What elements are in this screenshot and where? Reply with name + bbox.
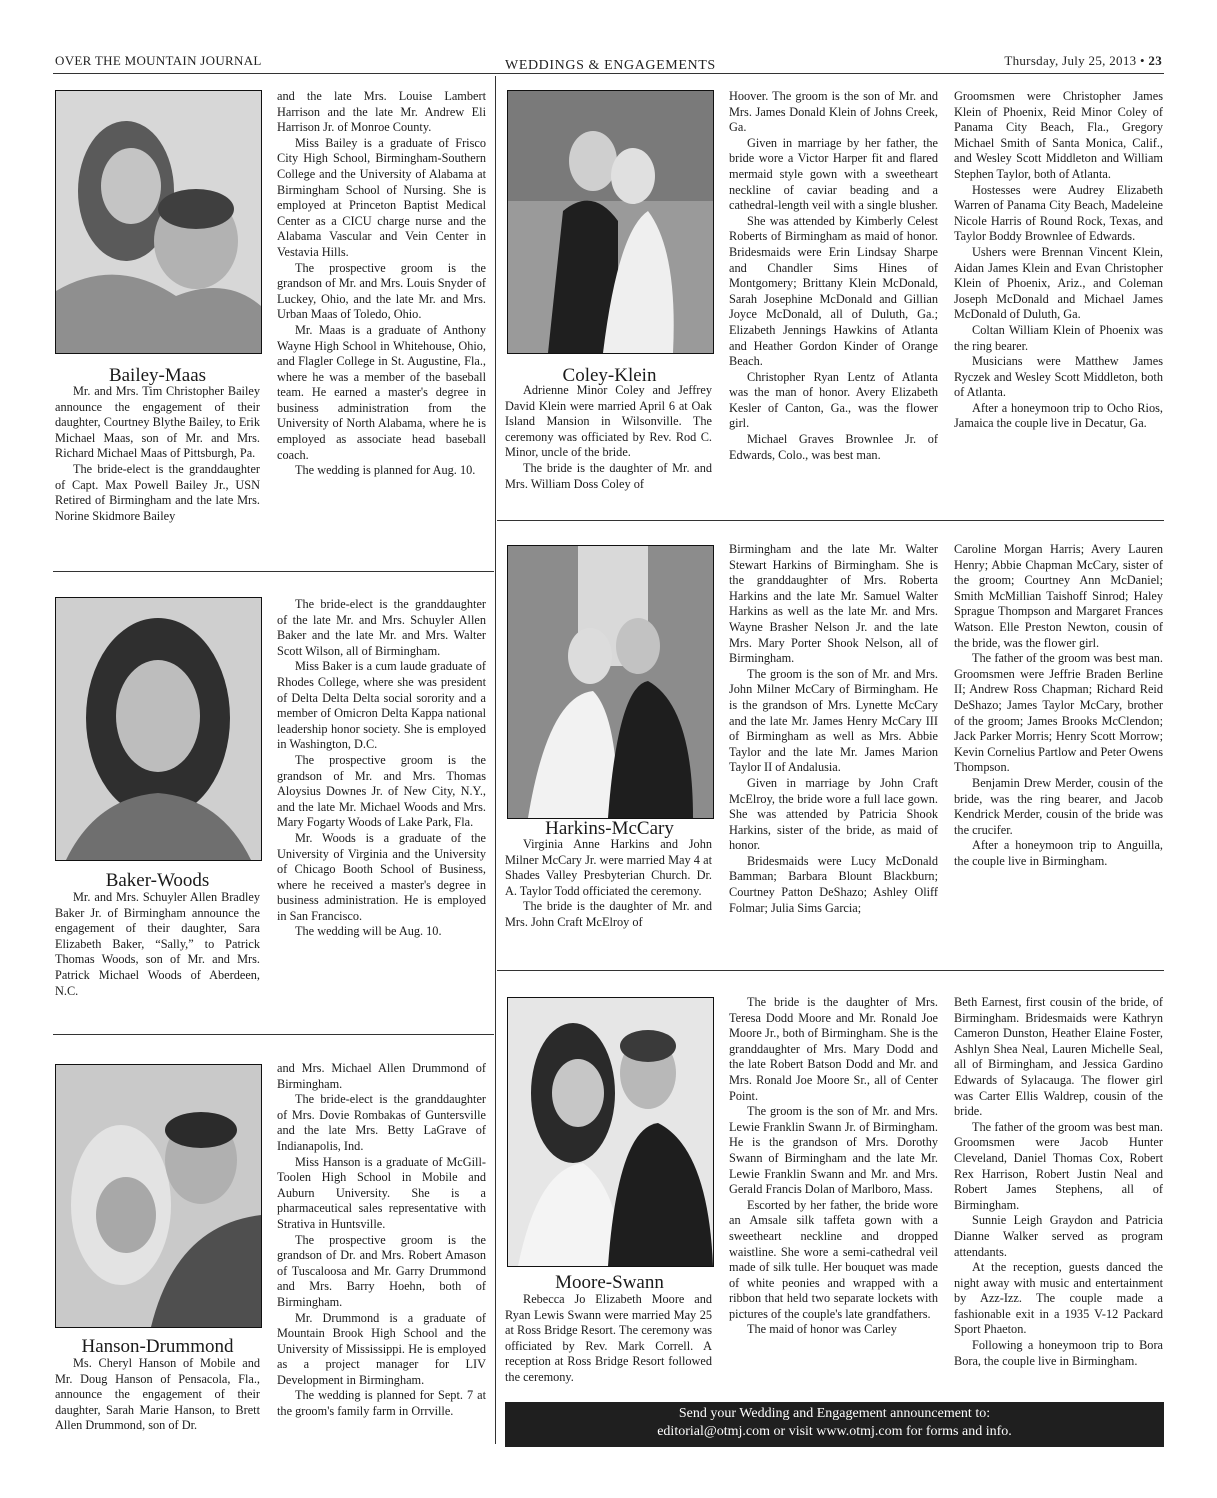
paragraph: Coltan William Klein of Phoenix was the ring bearer. [954, 322, 1163, 353]
paragraph: The wedding is planned for Sept. 7 at the groom's family farm in Orrville. [277, 1388, 486, 1419]
submission-banner [505, 1402, 1164, 1447]
article-hanson-drummond-col2 [277, 1061, 486, 1420]
paragraph: Bridesmaids were Lucy McDonald Bamman; Barbara Blount Blackburn; Courtney Patton DeShazo; Ashley Oliff Folmar; Julia Sims Garcia; [729, 853, 938, 915]
heading-harkins-mccary: Harkins-McCary [545, 818, 674, 839]
paragraph: Given in marriage by her father, the bride wore a Victor Harper fit and flared mermaid style gown with a sweetheart neckline of caviar beading and a cathedral-length veil with a single blusher. [729, 135, 938, 213]
paragraph: Michael Graves Brownlee Jr. of Edwards, Colo., was best man. [729, 432, 938, 462]
paragraph: Hostesses were Audrey Elizabeth Warren of Panama City Beach, Madeleine Nicole Harris of Round Rock, Texas, and Taylor Boddy Brownlee of Edwards. [954, 182, 1163, 244]
paragraph: Rebecca Jo Elizabeth Moore and Ryan Lewis Swann were married May 25 at Ross Bridge Resort. The ceremony was officiated by Rev. Mark Correll. A reception at Ross Bridge Resort followed the ceremony. [505, 1292, 712, 1384]
article-coley-klein-col1 [505, 383, 712, 492]
paragraph: Ms. Cheryl Hanson of Mobile and Mr. Doug Hanson of Pensacola, Fla., announce the engagement of their daughter, Sarah Marie Hanson, to Brett Allen Drummond, son of Dr. [55, 1356, 260, 1433]
paragraph: Benjamin Drew Merder, cousin of the bride, was the ring bearer, and Jacob Kendrick Merder, cousin of the bride was the crucifer. [954, 775, 1163, 837]
paragraph: After a honeymoon trip to Ocho Rios, Jamaica the couple live in Decatur, Ga. [954, 400, 1163, 431]
paragraph: and Mrs. Michael Allen Drummond of Birmingham. [277, 1061, 486, 1091]
paragraph: The wedding is planned for Aug. 10. [295, 463, 476, 478]
paragraph: The prospective groom is the grandson of Dr. and Mrs. Robert Amason of Tuscaloosa and Mr. Garry Drummond and Mrs. Barry Hoehn, both of Birmingham. [277, 1232, 486, 1309]
couple-photo-hanson-drummond [55, 1064, 262, 1328]
article-baker-woods-col2 [277, 597, 486, 940]
article-bailey-maas-col1 [55, 384, 260, 524]
paragraph: The bride is the daughter of Mr. and Mrs. John Craft McElroy of [505, 899, 712, 929]
page-number: 23 [1148, 53, 1162, 68]
paragraph: Musicians were Matthew James Ryczek and Wesley Scott Middleton, both of Atlanta. [954, 354, 1163, 400]
issue-date: Thursday, July 25, 2013 • [1004, 53, 1145, 68]
paragraph: The groom is the son of Mr. and Mrs. Lewie Franklin Swann Jr. of Birmingham. He is the grandson of Mrs. Dorothy Swann of Birmingham and the late Mr. Lewie Franklin Swann and Mr. and Mrs. Gerald Francis Dolan of Marlboro, Mass. [729, 1104, 938, 1197]
paragraph: The wedding will be Aug. 10. [295, 924, 442, 939]
paragraph: Ushers were Brennan Vincent Klein, Aidan James Klein and Evan Christopher Klein of Phoenix, Ariz., and Coleman Joseph McDonald and Michael James McDonald of Duluth, Ga. [954, 244, 1163, 322]
article-moore-swann-col1 [505, 1292, 712, 1386]
article-coley-klein-col2 [729, 89, 938, 463]
paragraph: The father of the groom was best man. Groomsmen were Jacob Hunter Cleveland, Daniel Thomas Cox, Robert Rex Harrison, Robert Justin Neal and Robert James Stephens, all of Birmingham. [954, 1119, 1163, 1212]
heading-bailey-maas: Bailey-Maas [108, 365, 207, 386]
wedding-photo-moore-swann [507, 997, 714, 1267]
paragraph: The prospective groom is the grandson of Mr. and Mrs. Thomas Aloysius Downes Jr. of New City, N.Y., and the late Mr. Michael Woods and Mrs. Mary Fogarty Woods of Lake Park, Fla. [277, 752, 486, 830]
article-bailey-maas-col2 [277, 89, 486, 479]
wedding-photo-harkins-mccary [507, 545, 714, 819]
paragraph: The maid of honor was Carley [747, 1322, 897, 1337]
paragraph: The father of the groom was best man. Groomsmen were Jeffrie Braden Berline II; Andrew Ross Chapman; Richard Reid DeShazo; James Taylor McCary, brother of the groom; James Brooks McClendon; Jack Parker Morris; Henry Scott Morrow; Kevin Cornelius Partlow and Peter Owens Thompson. [954, 651, 1163, 775]
heading-hanson-drummond: Hanson-Drummond [81, 1336, 234, 1357]
paragraph: and the late Mrs. Louise Lambert Harrison and the late Mr. Andrew Eli Harrison Jr. of Monroe County. [277, 89, 486, 135]
banner-line-1: Send your Wedding and Engagement announcement to: [678, 1406, 991, 1421]
center-divider [495, 76, 496, 1444]
paragraph: The prospective groom is the grandson of Mr. and Mrs. Louis Snyder of Luckey, Ohio, and the late Mr. and Mrs. Urban Maas of Toledo, Ohio. [277, 260, 486, 322]
paragraph: Groomsmen were Christopher James Klein of Phoenix, Reid Minor Coley of Panama City Beach, Fla., Gregory Michael Smith of Santa Monica, Calif., and Wesley Scott Middleton and William Stephen Taylor, both of Atlanta. [954, 89, 1163, 181]
article-hanson-drummond-col1 [55, 1356, 260, 1434]
section-rule-right-2 [497, 970, 1164, 971]
paragraph: Christopher Ryan Lentz of Atlanta was the man of honor. Avery Elizabeth Kesler of Canton, Ga., was the flower girl. [729, 369, 938, 431]
paragraph: The bride is the daughter of Mr. and Mrs. William Doss Coley of [505, 460, 712, 491]
paragraph: Miss Bailey is a graduate of Frisco City High School, Birmingham-Southern College and the University of Alabama at Birmingham School of Nursing. She is employed at Princeton Baptist Medical Center as a CICU charge nurse and the Alabama Vascular and Vein Center in Vestavia Hills. [277, 135, 486, 259]
couple-photo-bailey-maas [55, 90, 262, 354]
paragraph: Hoover. The groom is the son of Mr. and Mrs. James Donald Klein of Johns Creek, Ga. [729, 89, 938, 135]
paragraph: The bride is the daughter of Mrs. Teresa Dodd Moore and Mr. Ronald Joe Moore Jr., both of Birmingham. She is the granddaughter of Mrs. Mary Dodd and the late Robert Batson Dodd and Mr. and Mrs. Ronald Joe Moore Sr., all of Center Point. [729, 995, 938, 1103]
article-coley-klein-col3 [954, 89, 1163, 432]
paragraph: Mr. and Mrs. Tim Christopher Bailey announce the engagement of their daughter, Courtney Blythe Bailey, to Erik Michael Maas, son of Mr. and Mrs. Richard Michael Maas of Pittsburgh, Pa. [55, 384, 260, 461]
section-rule-left-2 [53, 1034, 494, 1035]
issue-date-page [1004, 53, 1162, 69]
paragraph: At the reception, guests danced the night away with music and entertainment by Azz-Izz. The couple made a fashionable exit in a 1935 V-12 Packard Sport Phaeton. [954, 1260, 1163, 1337]
paragraph: Adrienne Minor Coley and Jeffrey David Klein were married April 6 at Oak Island Mansion in Wilsonville. The ceremony was officiated by Rev. Rod C. Minor, uncle of the bride. [505, 383, 712, 460]
paragraph: Beth Earnest, first cousin of the bride, of Birmingham. Bridesmaids were Kathryn Cameron Dunston, Heather Elaine Foster, Ashlyn Shea Neal, Lauren Michelle Seal, all of Birmingham, and Jessica Gardino Edwards of Sylacauga. The flower girl was Carter Ellis Waldrep, cousin of the bride. [954, 995, 1163, 1119]
paragraph: Sunnie Leigh Graydon and Patricia Dianne Walker served as program attendants. [954, 1213, 1163, 1259]
article-harkins-mccary-col1 [505, 837, 712, 931]
paragraph: The groom is the son of Mr. and Mrs. John Milner McCary of Birmingham. He is the grandson of Mrs. Lynette McCary and the late Mr. James Henry McCary III of Birmingham as well as Mrs. Abbie Taylor and the late Mr. James Marion Taylor II of Andalusia. [729, 666, 938, 775]
article-moore-swann-col2 [729, 995, 938, 1338]
paragraph: Birmingham and the late Mr. Walter Stewart Harkins of Birmingham. She is the granddaughter of Mrs. Roberta Harkins and the late Mr. Samuel Walter Harkins as well as the late Mr. and Mrs. Wayne Brasher Nelson Jr. and the late Mrs. Mary Porter Shook Nelson, all of Birmingham. [729, 542, 938, 666]
section-rule-left-1 [53, 571, 494, 572]
paragraph: Mr. Drummond is a graduate of Mountain Brook High School and the University of Mississippi. He is employed as a project manager for LIV Development in Birmingham. [277, 1310, 486, 1387]
paragraph: Mr. and Mrs. Schuyler Allen Bradley Baker Jr. of Birmingham announce the engagement of their daughter, Sara Elizabeth Baker, “Sally,” to Patrick Thomas Woods, son of Mr. and Mrs. Patrick Michael Woods of Aberdeen, N.C. [55, 890, 260, 998]
section-title: WEDDINGS & ENGAGEMENTS [505, 58, 716, 73]
article-moore-swann-col3 [954, 995, 1163, 1369]
paragraph: The bride-elect is the granddaughter of Mrs. Dovie Rombakas of Guntersville and the late Mrs. Betty LaGrave of Indianapolis, Ind. [277, 1092, 486, 1153]
article-harkins-mccary-col3 [954, 542, 1163, 869]
heading-baker-woods: Baker-Woods [105, 870, 210, 891]
paragraph: She was attended by Kimberly Celest Roberts of Birmingham as maid of honor. Bridesmaids were Erin Lindsay Sharpe and Chandler Sims Hines of Montgomery; Brittany Klein McDonald, Sarah Josephine McDonald and Gillian Joyce McDonald, all of Duluth, Ga.; Elizabeth Jennings Hawkins of Atlanta and Heather Gordon Kinder of Orange Beach. [729, 213, 938, 369]
paragraph: Mr. Maas is a graduate of Anthony Wayne High School in Whitehouse, Ohio, and Flagler College in St. Augustine, Fla., where he was a member of the baseball team. He earned a master's degree in business administration from the University of North Alabama, where he is employed as associate head baseball coach. [277, 322, 486, 462]
paragraph: Miss Hanson is a graduate of McGill-Toolen High School in Mobile and Auburn University. She is a pharmaceutical sales representative with Strativa in Huntsville. [277, 1154, 486, 1231]
wedding-photo-coley-klein [507, 90, 714, 354]
paragraph: Following a honeymoon trip to Bora Bora, the couple live in Birmingham. [954, 1338, 1163, 1368]
section-rule-right-1 [497, 520, 1164, 521]
paragraph: The bride-elect is the granddaughter of the late Mr. and Mrs. Schuyler Allen Baker and the late Mr. and Mrs. Walter Scott Wilson, all of Birmingham. [277, 597, 486, 658]
paragraph: After a honeymoon trip to Anguilla, the couple live in Birmingham. [954, 838, 1163, 868]
header-rule [53, 73, 1164, 74]
paragraph: Miss Baker is a cum laude graduate of Rhodes College, where she was president of Delta Delta Delta social sorority and a member of Omicron Delta Kappa national leadership honor society. She is employed in Washington, D.C. [277, 659, 486, 752]
paragraph: Virginia Anne Harkins and John Milner McCary Jr. were married May 4 at Shades Valley Presbyterian Church. Dr. A. Taylor Todd officiated the ceremony. [505, 837, 712, 898]
paragraph: Given in marriage by John Craft McElroy, the bride wore a full lace gown. She was attended by Patricia Shook Harkins, sister of the bride, as maid of honor. [729, 775, 938, 853]
article-harkins-mccary-col2 [729, 542, 938, 916]
paragraph: The bride-elect is the granddaughter of Capt. Max Powell Bailey Jr., USN Retired of Birmingham and the late Mrs. Norine Skidmore Bailey [55, 461, 260, 523]
publication-name: OVER THE MOUNTAIN JOURNAL [55, 53, 262, 68]
heading-moore-swann: Moore-Swann [555, 1272, 664, 1293]
article-baker-woods-col1 [55, 890, 260, 999]
paragraph: Mr. Woods is a graduate of the University of Virginia and the University of Chicago Booth School of Business, where he received a master's degree in business administration. He is employed in San Francisco. [277, 830, 486, 923]
heading-coley-klein: Coley-Klein [562, 365, 657, 386]
paragraph: Caroline Morgan Harris; Avery Lauren Henry; Abbie Chapman McCary, sister of the groom; Courtney Ann McDaniel; Smith McMillian Taishoff Sinrod; Haley Sprague Thompson and Margaret Frances Watson. Elle Preston Newton, cousin of the bride, was the flower girl. [954, 542, 1163, 650]
banner-line-2[interactable]: editorial@otmj.com or visit www.otmj.com for forms and info. [657, 1424, 1012, 1439]
portrait-photo-baker-woods [55, 597, 262, 861]
paragraph: Escorted by her father, the bride wore an Amsale silk taffeta gown with a sweetheart neckline and dropped waistline. She wore a semi-cathedral veil made of silk tulle. Her bouquet was made of white peonies and wrapped with a ribbon that held two separate lockets with pictures of the couple's late grandfathers. [729, 1197, 938, 1321]
